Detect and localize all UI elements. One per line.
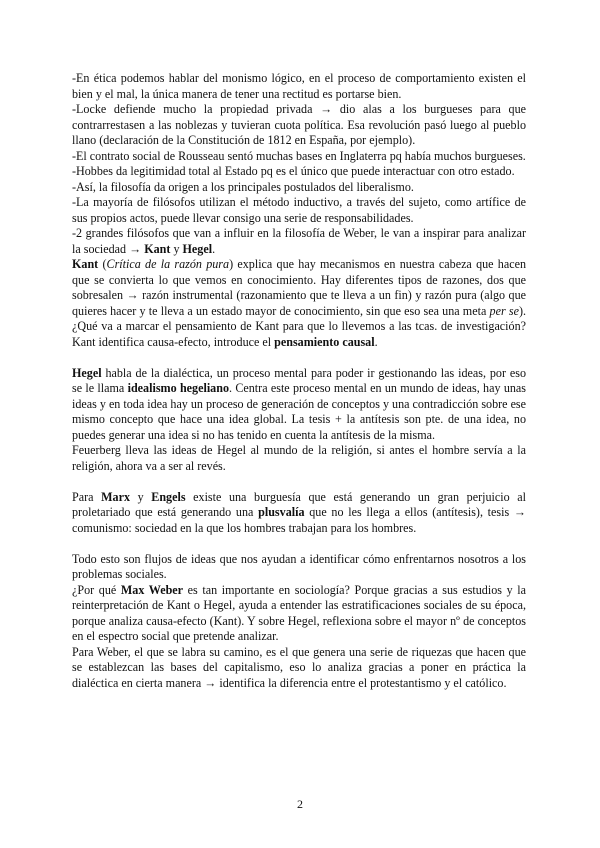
kant-bold: Kant	[144, 241, 171, 256]
text-span: existe una burguesía que está generando un gran perjuicio al proletariado que está generando una	[72, 489, 527, 519]
engels-bold: Engels	[151, 489, 186, 504]
paragraph-kant	[72, 257, 526, 350]
pensamiento-causal-bold: pensamiento causal	[274, 334, 375, 349]
text-span: Para	[72, 489, 102, 504]
text-span: ) explica que hay mecanismos en nuestra cabeza que hacen que se convierta lo que vemos en conocimiento. Hay diferentes tipos de razones, dos que sobresalen → razón instrumental (razonamiento que te lleva a un fin) y razón pura (algo que quieres hacer y te lleva a un estado mayor de conocimiento, sin que eso sea una meta	[72, 257, 526, 318]
paragraph-hegel	[72, 366, 526, 444]
kant-heading: Kant	[72, 257, 99, 271]
paragraph-locke: -Locke defiende mucho la propiedad privada → dio alas a los burgueses para que contrarrestasen a las noblezas y tuvieran cuota política. Esa revolución pasó luego al pueblo llano (declaración de la Constitución de 1812 en España, por ejemplo).	[72, 102, 526, 147]
text-span: es tan importante en sociología? Porque gracias a sus estudios y la reinterpretación de Kant o Hegel, ayuda a entender las estratificaciones sociales de su época, porque analiza causa-efecto (Kant). Y sobre Hegel, reflexiona sobre el mayor nº de conceptos en el espectro social que pretende analizar.	[72, 582, 526, 643]
paragraph-weber	[72, 583, 526, 645]
plusvalia-bold: plusvalía	[258, 505, 305, 519]
document-body	[72, 71, 526, 691]
text-span: y	[130, 489, 152, 504]
text-span: .	[212, 241, 216, 256]
text-span: que no les llega a ellos (antítesis), tesis → comunismo: sociedad en la que los hombres trabajan para los hombres.	[72, 505, 526, 535]
idealismo-hegeliano-bold: idealismo hegeliano	[127, 381, 229, 395]
marx-bold: Marx	[101, 489, 130, 504]
paragraph-filosofos-weber	[72, 226, 526, 257]
text-span: habla de la dialéctica, un proceso mental para poder ir gestionando las ideas, por eso se le llama	[72, 365, 526, 395]
paragraph-weber-capitalismo: Para Weber, el que se labra su camino, es el que genera una serie de riquezas que hacen que se establezcan las bases del capitalismo, eso lo analiza gracias a poner en práctica la dialéctica en cierta manera → identifica la diferencia entre el protestantismo y el católico.	[72, 644, 526, 690]
paragraph-marx-engels	[72, 490, 526, 537]
book-title: Crítica de la razón pura	[106, 257, 230, 271]
hegel-heading: Hegel	[72, 365, 102, 380]
text-span: .	[374, 334, 378, 349]
text-span: y	[170, 241, 183, 256]
page-number: 2	[297, 797, 303, 811]
paragraph-hobbes: -Hobbes da legitimidad total al Estado pq es el único que puede interactuar con otro estado.	[72, 164, 515, 178]
paragraph-rousseau: -El contrato social de Rousseau sentó muchas bases en Inglaterra pq había muchos burgueses.	[72, 148, 526, 163]
text-span: ¿Por qué	[72, 582, 121, 597]
paragraph-flujos-ideas: Todo esto son flujos de ideas que nos ayudan a identificar cómo enfrentarnos nosotros a los problemas sociales.	[72, 551, 526, 581]
paragraph-liberalismo: -Así, la filosofía da origen a los principales postulados del liberalismo.	[72, 179, 414, 194]
paragraph-metodo-inductivo: -La mayoría de filósofos utilizan el método inductivo, a través del sujeto, como artífice de sus propios actos, puede llevar consigo una serie de responsabilidades.	[72, 195, 526, 225]
paragraph-feuerberg: Feuerberg lleva las ideas de Hegel al mundo de la religión, si antes el hombre servía a la religión, ahora va a ser al revés.	[72, 443, 526, 473]
max-weber-bold: Max Weber	[120, 582, 184, 597]
text-span: (	[98, 257, 107, 271]
paragraph-etica: -En ética podemos hablar del monismo lógico, en el proceso de comportamiento existen el bien y el mal, la única manera de tener una rectitud es portarse bien.	[72, 71, 526, 101]
text-span: . Centra este proceso mental en un mundo de ideas, hay unas ideas y en toda idea hay un proceso de generación de conceptos y una contradicción sobre ese mismo concepto que hace una idea global. La tesis + la antítesis son pte. de una idea, no puedes generar una idea si no has tenido en cuenta la antítesis de la misma.	[72, 381, 527, 442]
per-se-italic: per se	[489, 303, 519, 318]
text-span: ). ¿Qué va a marcar el pensamiento de Kant para que lo llevemos a las tcas. de investigación? Kant identifica causa-efecto, introduce el	[72, 303, 526, 349]
text-span: -2 grandes filósofos que van a influir en la filosofía de Weber, le van a inspirar para analizar la sociedad →	[72, 226, 526, 256]
hegel-bold: Hegel	[182, 241, 213, 256]
